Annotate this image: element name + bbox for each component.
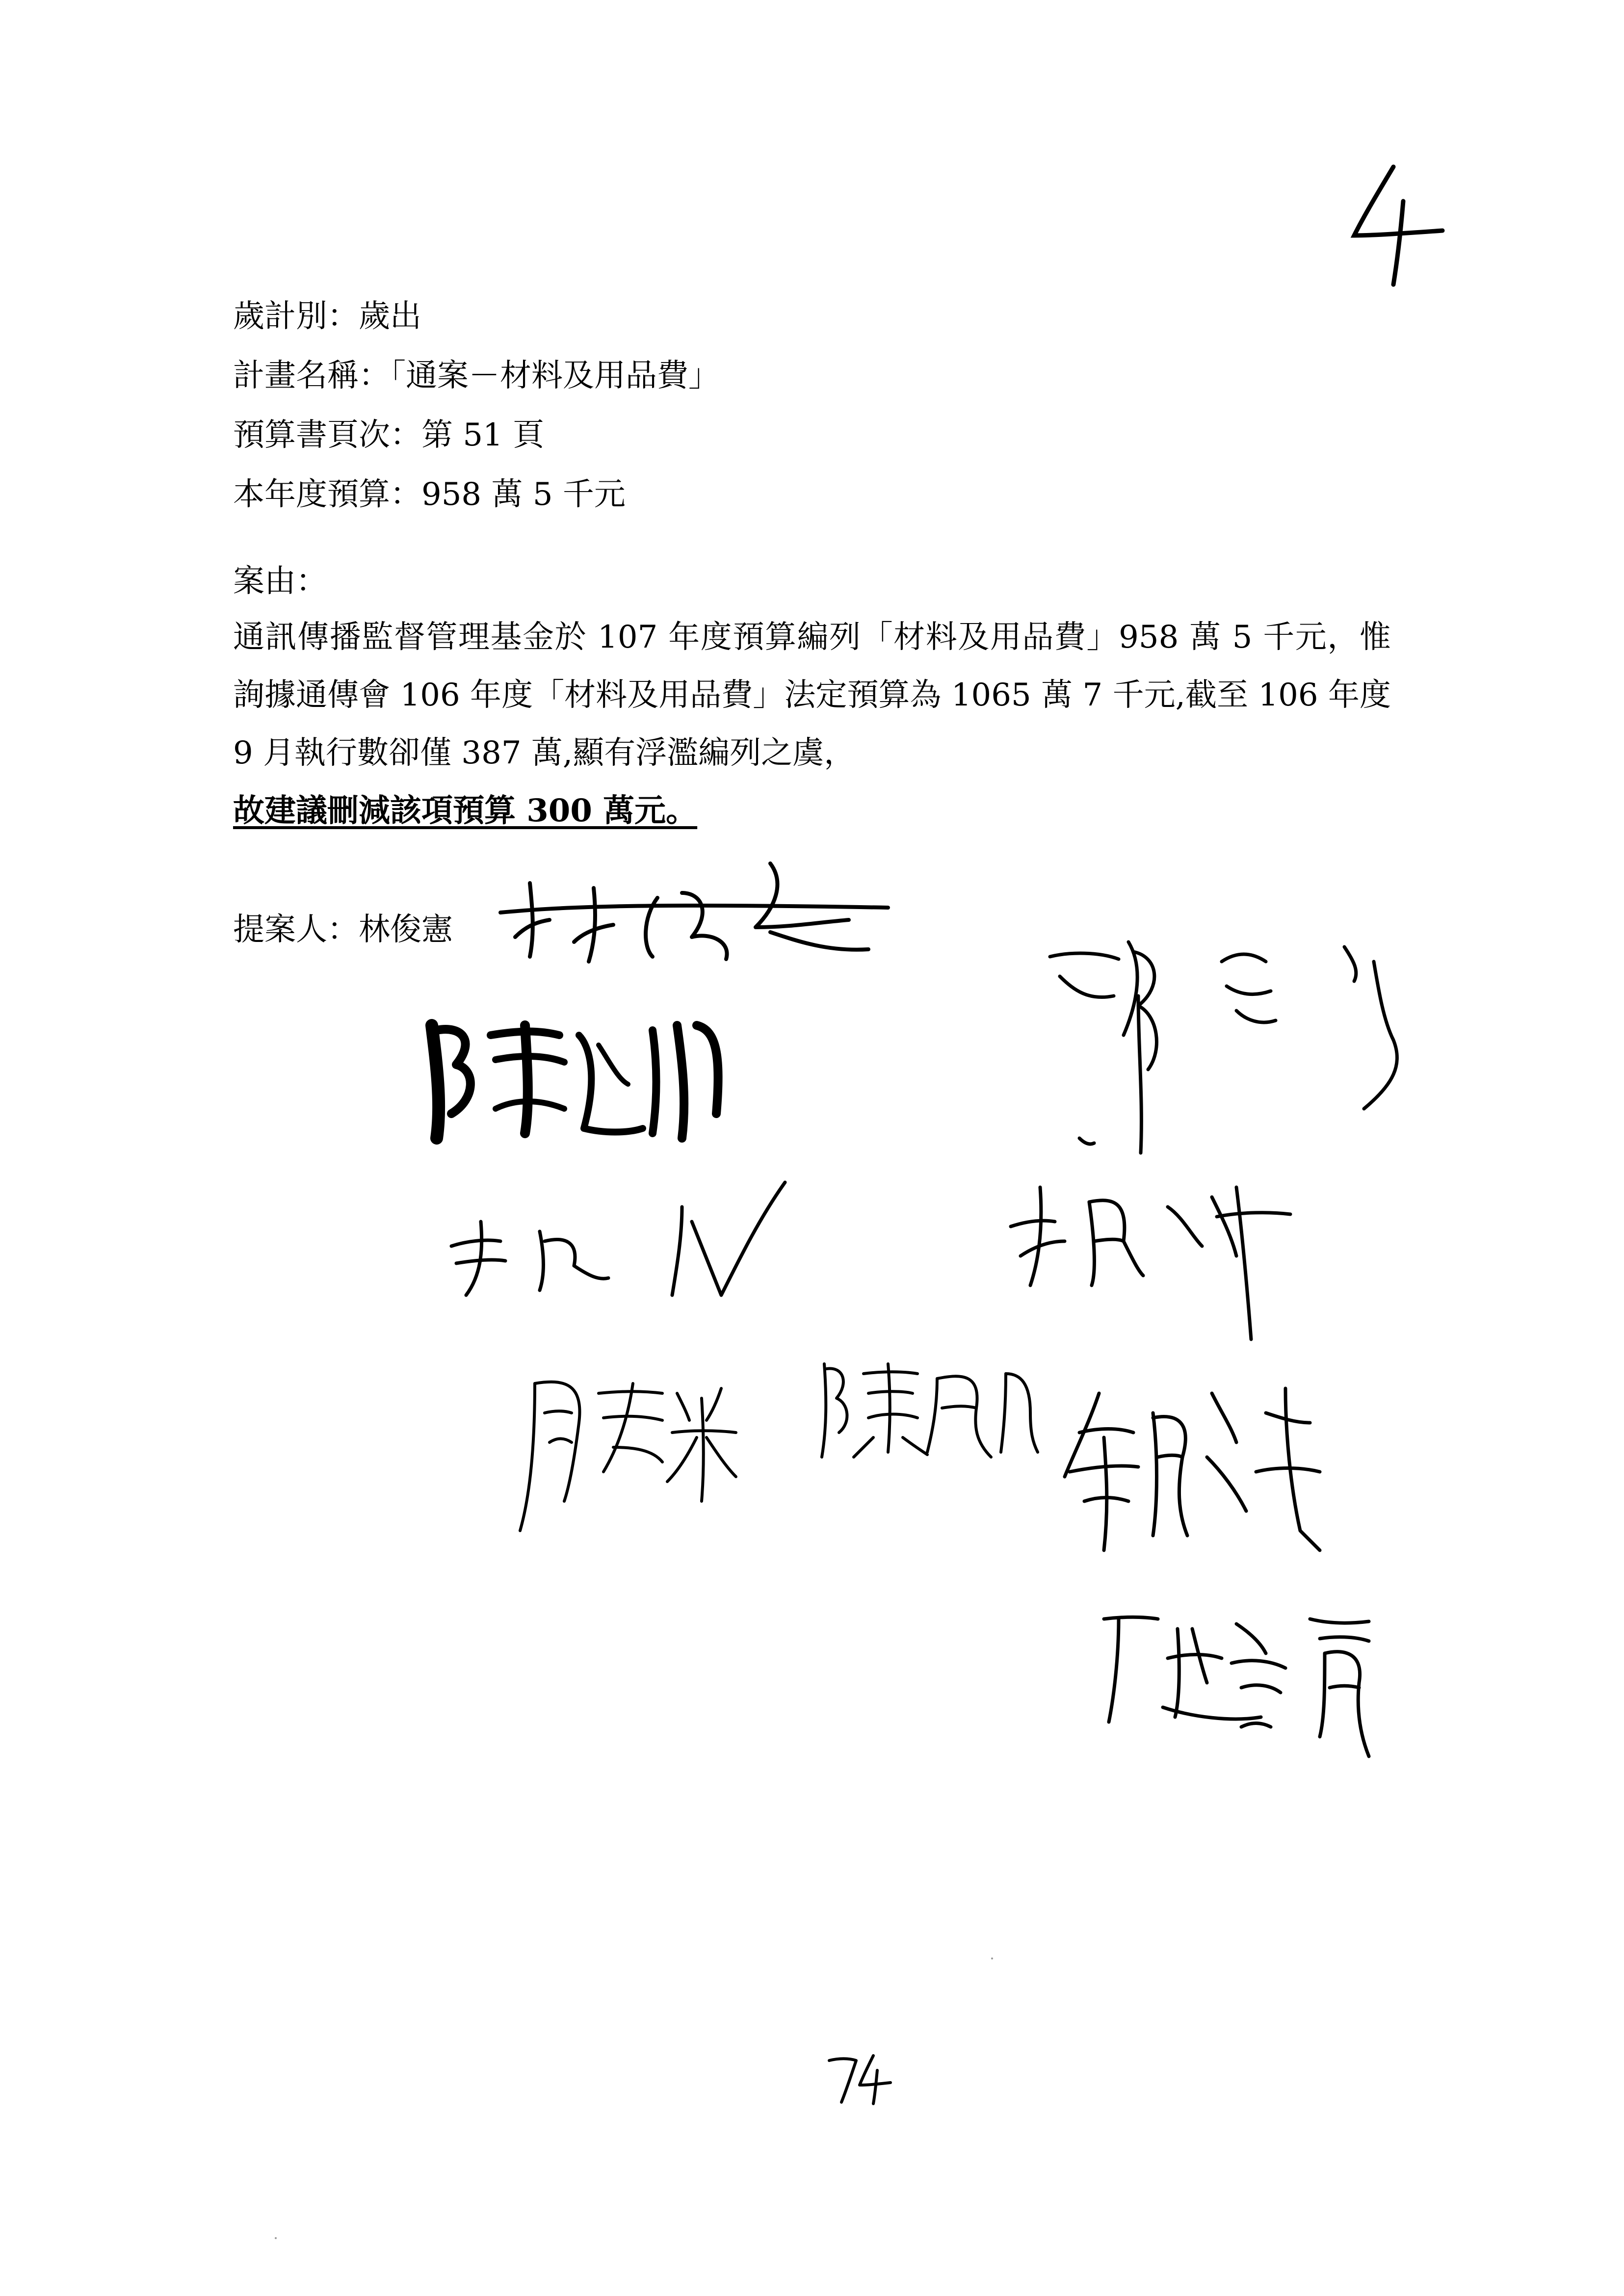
signature-shih-yi-fang bbox=[1006, 1128, 1310, 1346]
scan-speck bbox=[991, 1957, 993, 1959]
case-section bbox=[233, 554, 1391, 840]
case-body: 通訊傳播監督管理基金於 107 年度預算編列「材料及用品費」958 萬 5 千元，惟詢據通傳會 106 年度「材料及用品費」法定預算為 1065 萬 7 千元,截至 106 年度 9 月執行數卻僅 387 萬,顯有浮濫編列之虞， bbox=[233, 619, 1391, 771]
case-heading: 案由： bbox=[233, 563, 327, 600]
scan-speck bbox=[275, 2237, 277, 2239]
account-type: 歲計別：歲出 bbox=[233, 298, 421, 335]
signature-chen-ou-po bbox=[422, 1016, 736, 1145]
proposer-label: 提案人：林俊憲 bbox=[233, 912, 453, 948]
signature-chung-kung-chao bbox=[1060, 1374, 1325, 1572]
signature-chen-su-yueh bbox=[814, 1354, 1040, 1464]
case-proposal: 故建議刪減該項預算 300 萬元。 bbox=[233, 792, 698, 829]
signature-chen-tsi-yu bbox=[1094, 1599, 1388, 1763]
signature-chou-chun-mi bbox=[515, 1374, 741, 1538]
handwritten-corner-number bbox=[1344, 162, 1452, 289]
budget-page: 預算書頁次：第 51 頁 bbox=[233, 417, 545, 453]
signature-lin-chun-hsien bbox=[496, 854, 898, 968]
annual-budget: 本年度預算：958 萬 5 千元 bbox=[233, 476, 626, 513]
signature-li-kun-tse bbox=[446, 1177, 790, 1317]
signature-cheng-pao-ching bbox=[1040, 922, 1423, 1160]
plan-name: 計畫名稱：「通案－材料及用品費」 bbox=[233, 358, 720, 394]
budget-meta bbox=[233, 287, 1411, 524]
handwritten-page-number bbox=[824, 2051, 893, 2105]
